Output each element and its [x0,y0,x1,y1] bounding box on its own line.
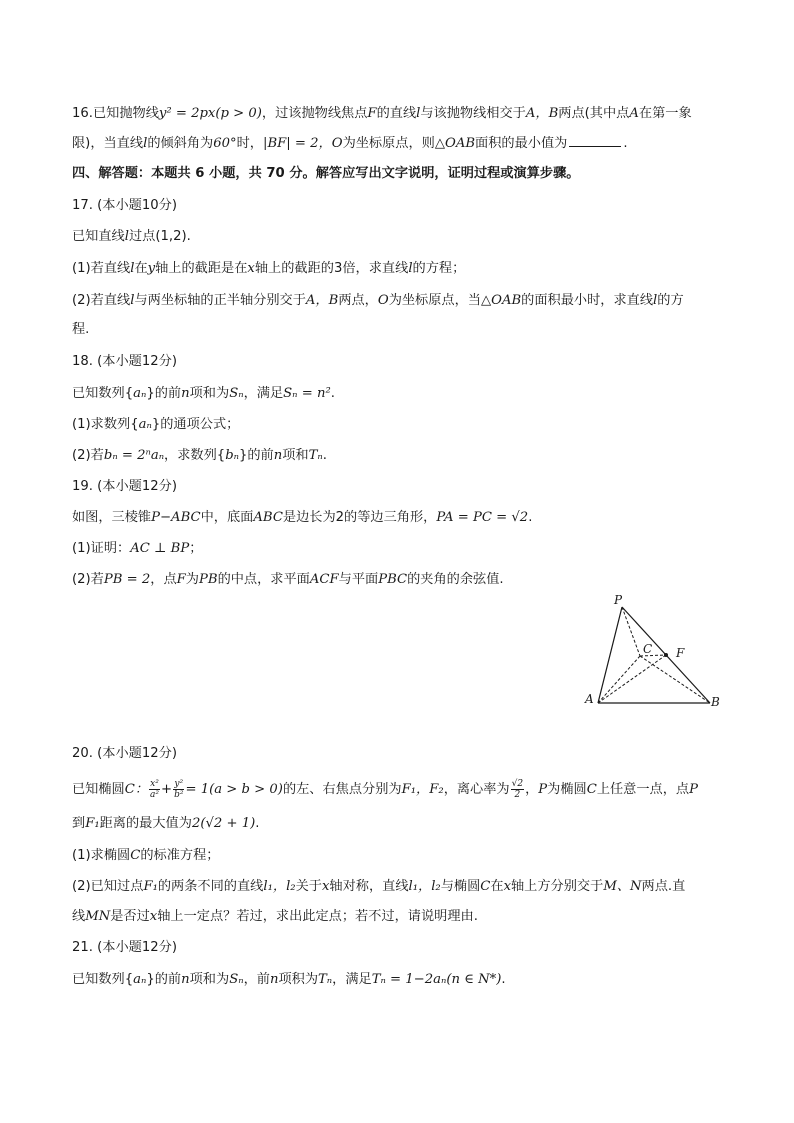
q19-text: 是边长为2的等边三角形， [282,510,437,525]
label-c: C [643,642,653,656]
q17-math: l [124,229,129,244]
answer-blank[interactable] [569,134,621,147]
q16-text: 限)，当直线 [72,136,144,151]
q16-text: . [623,136,628,151]
q21-stem [72,970,724,990]
q20-math: x [149,909,158,924]
q18-stem [72,384,724,404]
q18-text: 项和 [282,448,309,463]
q21-text: }的前 [146,972,182,987]
frac-denominator: b² [174,789,184,800]
label-a: A [585,692,594,706]
q17-math: x [247,261,255,276]
label-f: F [676,646,685,660]
q17-math: l [653,293,658,308]
q21-math: Tₙ [318,972,333,987]
q18-math: bₙ [225,448,239,463]
q18-text: ，满足 [243,386,284,401]
frac-numerator: x² [150,778,159,789]
q21-text: ，满足 [332,972,372,987]
q19-text: 如图，三棱锥 [72,510,152,525]
q20-math: = 1(a > b > 0) [185,782,283,797]
q19-text: 中，底面 [200,510,254,525]
q20-text: 距离的最大值为 [99,816,192,831]
frac-numerator: y² [174,778,184,789]
edge-cb [640,656,710,703]
q17-text: 在 [134,261,148,276]
q16-math: A [629,106,639,121]
q20-text: 已知椭圆 [72,782,125,797]
q18-text: }的通项公式； [151,417,240,432]
q19-text: 的夹角的余弦值. [407,572,504,587]
q20-text: 的左、右焦点分别为 [282,782,402,797]
q19-math: PB [198,572,218,587]
q17-text: 已知直线 [72,229,125,244]
q18-math: n [273,448,283,463]
frac-numerator: √2 [511,778,524,789]
q20-text: ，离心率为 [443,782,510,797]
q18-math: Sₙ = n² [283,386,331,401]
q19-math: PBC [378,572,408,587]
q16-math: 60° [213,136,237,151]
q19-stem [72,508,724,528]
q18-text: (2)若 [72,448,104,463]
q19-text: . [528,510,533,525]
q19-part-2 [72,570,724,590]
q16-line-1 [72,104,724,124]
q21-text: . [501,972,506,987]
edge-pc [622,607,640,656]
point-f [664,653,668,657]
q17-text: 与两坐标轴的正半轴分别交于 [134,293,306,308]
q16-math: l [416,106,421,121]
q20-text: 轴对称，直线 [329,879,409,894]
q16-text: 面积的最小值为 [475,136,568,151]
frac-denominator: a² [150,789,160,800]
q20-text: 关于 [295,879,322,894]
q17-text: 的面积最小时，求直线 [521,293,654,308]
q20-text: ， [525,782,539,797]
q21-math: aₙ [133,972,147,987]
label-b: B [711,695,720,709]
q20-text: 的两条不同的直线 [157,879,264,894]
q21-header: 21. (本小题12分) [72,940,177,955]
q17-text: 的方程； [412,261,466,276]
q21-math: n [181,972,190,987]
q19-math: AC ⊥ BP [130,541,190,556]
q18-math: bₙ = 2ⁿaₙ [103,448,165,463]
q18-text: }的前 [238,448,274,463]
q20-part-1 [72,846,724,866]
q17-math: A，B [305,293,339,308]
q20-text: 是否过 [110,909,150,924]
q17-math: △OAB [481,293,522,308]
q16-math: A，B [525,106,559,121]
q20-math: C [480,879,491,894]
q17-text: 轴上的截距是在 [155,261,248,276]
q16-math: |BF| = 2，O [263,136,343,151]
q16-text: 16.已知抛物线 [72,106,159,121]
q16-math: F [367,106,377,121]
q17-text: (1)若直线 [72,261,131,276]
label-p: P [614,593,623,607]
q19-text: 与平面 [338,572,379,587]
q18-text: . [330,386,335,401]
q20-math: l₁，l₂ [408,879,441,894]
q19-math: ABC [253,510,283,525]
q17-math: l [408,261,413,276]
q17-math: O [377,293,389,308]
q17-math: l [130,293,135,308]
q20-text: 轴上一定点？若过，求出此定点；若不过，请说明理由. [157,909,478,924]
q18-text: . [322,448,327,463]
q20-text: 两点.直 [641,879,686,894]
q20-text: (1)求椭圆 [72,848,131,863]
q21-math: Tₙ = 1−2aₙ(n ∈ N*) [371,972,502,987]
q18-part-1 [72,415,724,435]
q17-part-2-cont: 程. [72,322,90,337]
q19-text: 的中点，求平面 [217,572,310,587]
q17-part-1 [72,259,724,279]
q17-header: 17. (本小题10分) [72,198,177,213]
q17-math: l [130,261,135,276]
q16-text: 为坐标原点，则 [342,136,435,151]
q16-text: 的直线 [376,106,417,121]
q19-math: P−ABC [151,510,201,525]
q20-part-2-cont [72,907,724,927]
q18-text: }的前 [146,386,182,401]
q19-text: 为 [185,572,199,587]
q20-math: F₁ [143,879,158,894]
q19-math: PA = PC = √2 [436,510,529,525]
q17-text: 的方 [657,293,684,308]
q16-text: 在第一象 [638,106,692,121]
q18-text: 已知数列{ [72,386,134,401]
q19-math: ACF [309,572,339,587]
q16-line-2 [72,134,724,154]
fraction-y2-b2 [173,779,184,800]
q17-text: 为坐标原点，当 [388,293,481,308]
q20-header: 20. (本小题12分) [72,746,177,761]
q16-text: 的倾斜角为 [147,136,214,151]
q19-text: (2)若 [72,572,104,587]
edge-pa [598,607,622,703]
q16-text: 时， [236,136,263,151]
q20-text: 为椭圆 [547,782,587,797]
q18-part-2 [72,446,724,466]
q18-math: Sₙ [229,386,244,401]
q16-text: 两点(其中点 [558,106,630,121]
q19-text: ，点 [150,572,177,587]
q20-text: 的标准方程； [140,848,220,863]
q20-math: C [130,848,141,863]
q20-math: M、N [603,879,642,894]
q20-math: C： [124,782,149,797]
q20-math: 2(√2 + 1) [191,816,256,831]
q20-text: 到 [72,816,86,831]
q21-math: Sₙ [229,972,244,987]
q20-math: MN [85,909,111,924]
q20-stem-cont [72,814,724,834]
q21-text: 已知数列{ [72,972,134,987]
q17-stem [72,227,724,247]
q16-text: 与该抛物线相交于 [420,106,526,121]
q21-math: n [269,972,279,987]
q19-math: PB = 2 [103,572,151,587]
q20-text: 线 [72,909,86,924]
q17-math: y [147,261,156,276]
q20-math: x [503,879,511,894]
q17-part-2 [72,291,724,311]
q18-math: aₙ [133,386,147,401]
q16-math: y² = 2px(p > 0) [158,106,262,121]
q19-text: (1)证明： [72,541,131,556]
q18-math: aₙ [138,417,152,432]
q20-math: P [689,782,698,797]
fraction-eccentricity [511,779,524,800]
q19-header: 19. (本小题12分) [72,479,177,494]
q20-math: F₁ [85,816,100,831]
q16-text: ，过该抛物线焦点 [261,106,368,121]
q16-math: △OAB [434,136,476,151]
q16-math: l [143,136,148,151]
section-heading: 四、解答题：本题共 6 小题，共 70 分。解答应写出文字说明，证明过程或演算步骤。 [72,166,580,181]
q19-math: F [176,572,186,587]
q20-text: 在 [490,879,504,894]
q20-part-2 [72,877,724,897]
q20-stem [72,778,724,802]
q19-part-1 [72,539,724,559]
q18-math: Tₙ [308,448,323,463]
q21-text: 项积为 [278,972,319,987]
q20-math: F₁，F₂ [401,782,444,797]
q18-header: 18. (本小题12分) [72,354,177,369]
pyramid-figure [580,590,730,715]
fraction-x2-a2 [149,779,160,800]
q18-math: n [181,386,190,401]
q20-text: + [161,782,173,797]
q17-text: 过点(1,2). [128,229,191,244]
q20-text: 与椭圆 [440,879,481,894]
q21-text: ，前 [243,972,270,987]
q20-text: 上任意一点，点 [596,782,690,797]
q20-math: x [321,879,330,894]
q18-text: (1)求数列{ [72,417,139,432]
q20-text: . [255,816,260,831]
q18-text: ，求数列{ [164,448,226,463]
q17-text: 轴上的截距的3倍，求直线 [254,261,409,276]
q18-text: 项和为 [189,386,230,401]
q20-math: P [538,782,548,797]
q20-math: l₁，l₂ [263,879,296,894]
q17-text: (2)若直线 [72,293,131,308]
q20-text: (2)已知过点 [72,879,144,894]
q19-text: ； [189,541,203,556]
q20-text: 轴上方分别交于 [511,879,604,894]
frac-denominator: 2 [514,789,521,800]
q17-text: 两点， [338,293,378,308]
q21-text: 项和为 [189,972,230,987]
q20-math: C [586,782,597,797]
